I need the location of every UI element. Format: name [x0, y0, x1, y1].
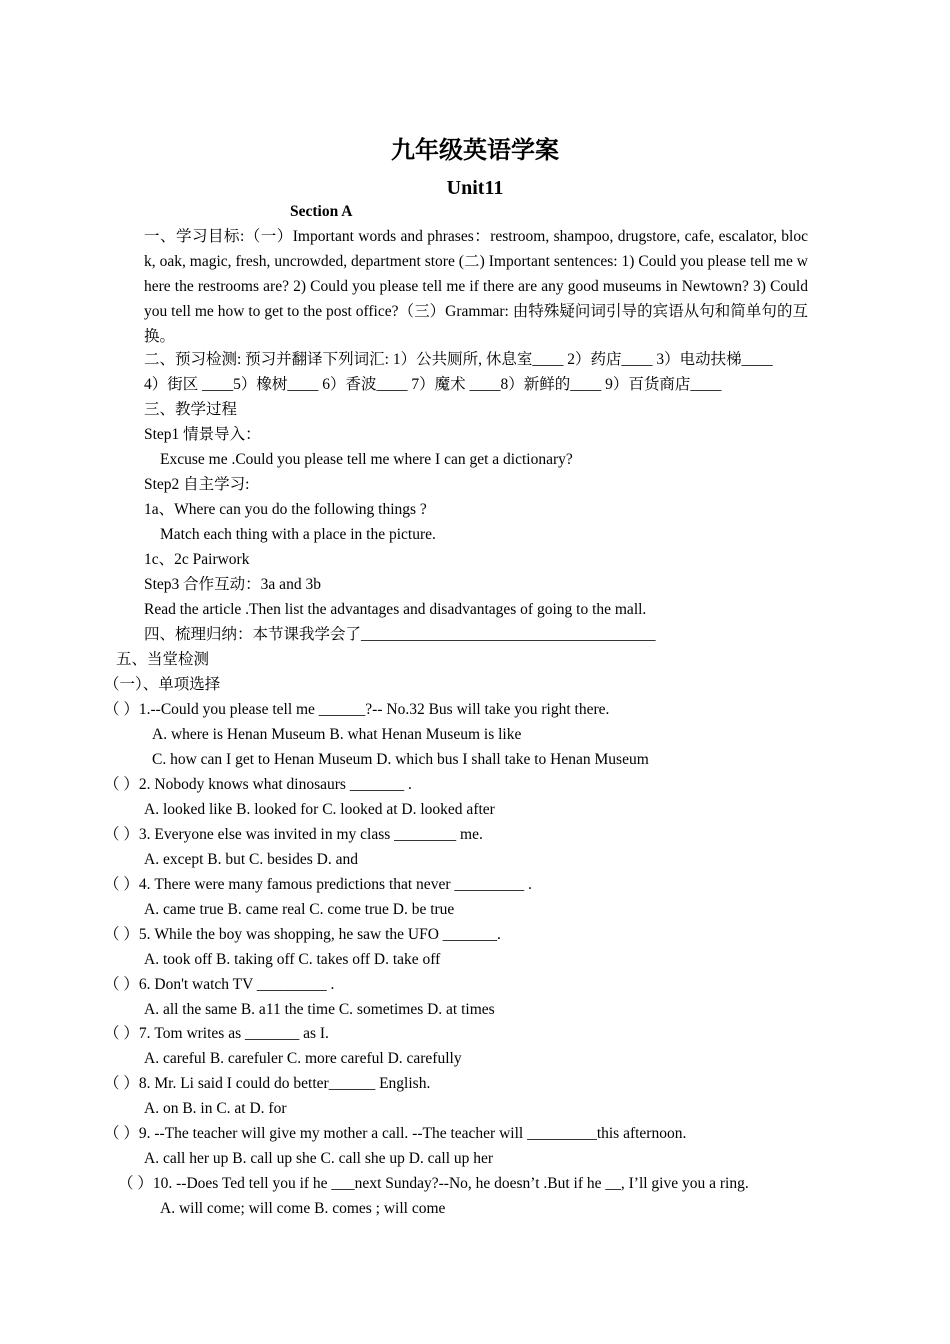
- step2-match: Match each thing with a place in the picture.: [160, 526, 436, 543]
- question-1: （ ）1.--Could you please tell me ______?-- No.32 Bus will take you right there.: [104, 701, 610, 718]
- question-10-options: A. will come; will come B. comes ; will come: [160, 1200, 446, 1217]
- document-title: 九年级英语学案: [391, 138, 559, 164]
- question-7-options: A. careful B. carefuler C. more careful D. carefully: [144, 1050, 462, 1067]
- question-2: （ ）2. Nobody knows what dinosaurs _______ .: [104, 776, 412, 793]
- step1-text: Excuse me .Could you please tell me where I can get a dictionary?: [160, 451, 573, 468]
- question-4: （ ）4. There were many famous predictions that never _________ .: [104, 876, 532, 893]
- process-heading: 三、教学过程: [144, 401, 238, 418]
- question-7: （ ）7. Tom writes as _______ as I.: [104, 1025, 329, 1042]
- test-heading: 五、当堂检测: [116, 651, 210, 668]
- preview-line-2: 4）街区 ____5）橡树____ 6）香波____ 7）魔术 ____8）新鲜的____ 9）百货商店____: [144, 376, 722, 393]
- section-label: Section A: [290, 203, 353, 220]
- step3-heading: Step3 合作互动：3a and 3b: [144, 576, 321, 593]
- question-3: （ ）3. Everyone else was invited in my class ________ me.: [104, 826, 483, 843]
- question-4-options: A. came true B. came real C. come true D. be true: [144, 901, 455, 918]
- question-5-options: A. took off B. taking off C. takes off D. take off: [144, 951, 441, 968]
- question-8-options: A. on B. in C. at D. for: [144, 1100, 287, 1117]
- question-9: （ ）9. --The teacher will give my mother a call. --The teacher will _________this afternoon.: [104, 1125, 687, 1142]
- question-1-options-a: A. where is Henan Museum B. what Henan Museum is like: [152, 726, 522, 743]
- question-3-options: A. except B. but C. besides D. and: [144, 851, 358, 868]
- preview-line-1: 二、预习检测: 预习并翻译下列词汇: 1）公共厕所, 休息室____ 2）药店____ 3）电动扶梯____: [144, 351, 773, 368]
- question-1-options-b: C. how can I get to Henan Museum D. which bus I shall take to Henan Museum: [152, 751, 649, 768]
- learning-objectives: 一、学习目标:（一）Important words and phrases：restroom, shampoo, drugstore, cafe, escalator, block, oak, magic, fresh, uncrowded, department store (二) Important sentences: 1) Could you please tell me where the restrooms are? 2) Could you please tell me if there are any good museums in Newtown? 3) Could you tell me how to get to the post office?（三）Grammar: 由特殊疑问词引导的宾语从句和简单句的互换。: [144, 228, 808, 345]
- summary-line: 四、梳理归纳：本节课我学会了______________________________________: [144, 626, 656, 643]
- question-9-options: A. call her up B. call up she C. call she up D. call up her: [144, 1150, 494, 1167]
- question-2-options: A. looked like B. looked for C. looked at D. looked after: [144, 801, 495, 818]
- question-6: （ ）6. Don't watch TV _________ .: [104, 976, 335, 993]
- step3-text: Read the article .Then list the advantages and disadvantages of going to the mall.: [144, 601, 647, 618]
- step2-heading: Step2 自主学习:: [144, 476, 250, 493]
- choice-heading: （一）、单项选择: [104, 676, 221, 693]
- unit-title: Unit11: [446, 177, 504, 199]
- question-8: （ ）8. Mr. Li said I could do better______ English.: [104, 1075, 431, 1092]
- question-5: （ ）5. While the boy was shopping, he saw the UFO _______.: [104, 926, 501, 943]
- step2-1a: 1a、Where can you do the following things ?: [144, 501, 427, 518]
- question-10: （ ）10. --Does Ted tell you if he ___next Sunday?--No, he doesn’t .But if he __, I’ll give you a ring.: [118, 1175, 749, 1192]
- step2-pairwork: 1c、2c Pairwork: [144, 551, 250, 568]
- step1-heading: Step1 情景导入：: [144, 426, 261, 443]
- question-6-options: A. all the same B. a11 the time C. sometimes D. at times: [144, 1001, 495, 1018]
